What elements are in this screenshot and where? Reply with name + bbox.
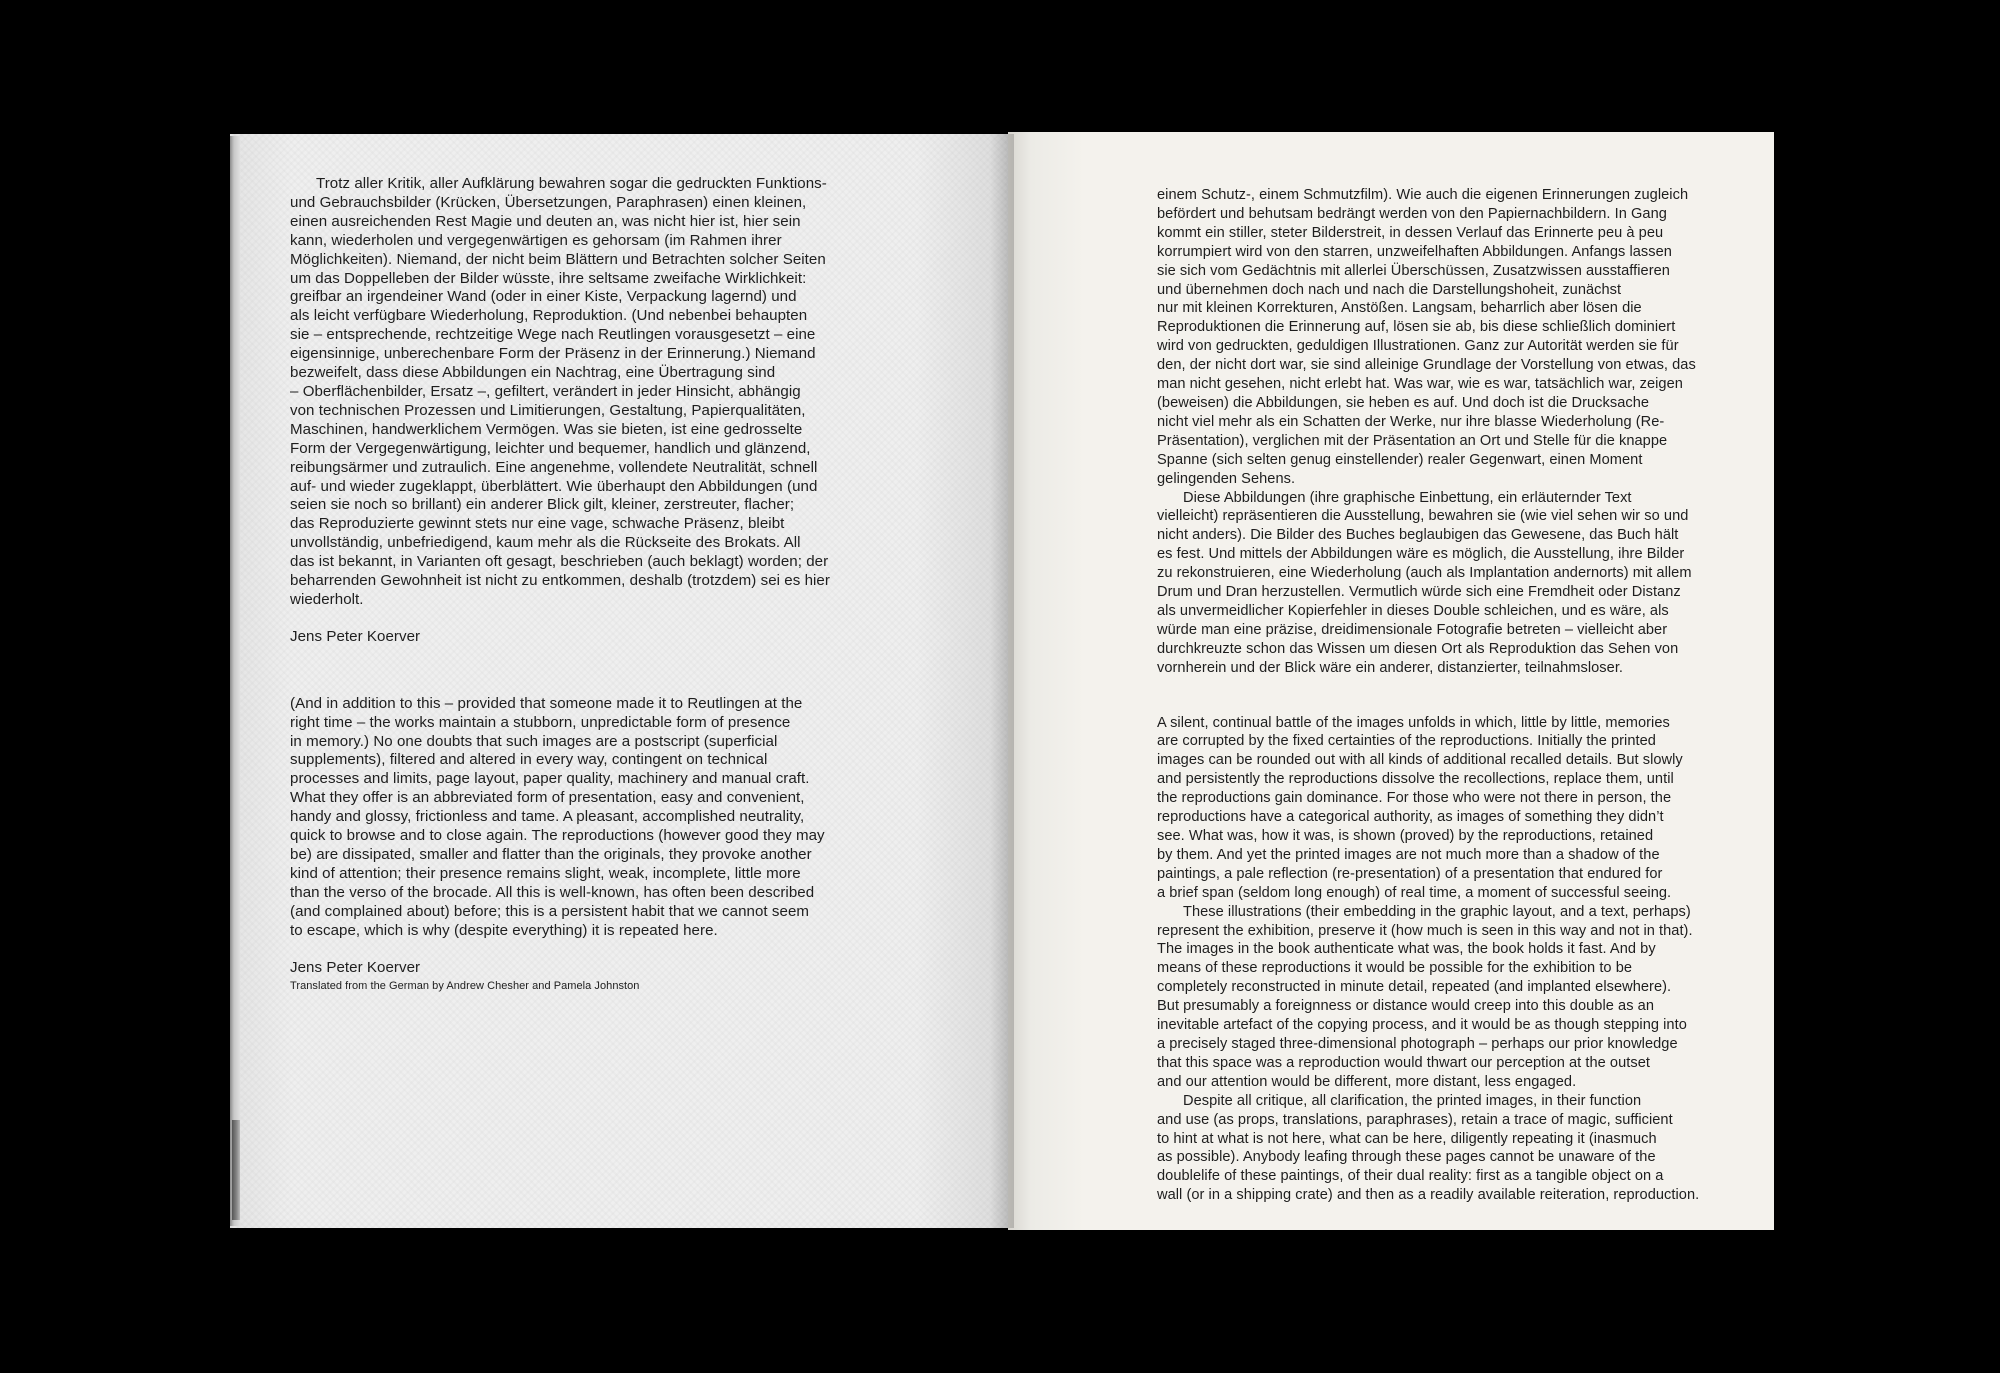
text-line: images can be rounded out with all kinds of additional recalled details. But slowly (1157, 752, 1683, 769)
text-line: and our attention would be different, more distant, less engaged. (1157, 1073, 1577, 1090)
text-line: um das Doppelleben der Bilder wüsste, ihre seltsame zweifache Wirklichkeit: (290, 269, 807, 287)
text-line: kann, wiederholen und vergegenwärtigen es gehorsam (im Rahmen ihrer (290, 231, 782, 249)
text-line: Spanne (sich selten genug einstellender) realer Gegenwart, einen Moment (1157, 451, 1643, 468)
left-page-edge-dark (232, 1120, 240, 1220)
text-line: completely reconstructed in minute detail, repeated (and implanted elsewhere). (1157, 979, 1672, 996)
english-paragraph-3 (1157, 1092, 1727, 1205)
text-line: einem Schutz-, einem Schmutzfilm). Wie auch die eigenen Erinnerungen zugleich (1157, 187, 1689, 203)
german-paragraph-1 (1157, 186, 1727, 489)
text-line: den, der nicht dort war, sie sind alleinige Grundlage der Vorstellung von etwas, das (1157, 357, 1696, 374)
text-line: a brief span (seldom long enough) of real time, a moment of successful seeing. (1157, 884, 1672, 901)
text-line: quick to browse and to close again. The reproductions (however good they may (290, 827, 825, 845)
text-line: das ist bekannt, in Varianten oft gesagt, beschrieben (auch beklagt) worden; der (290, 553, 829, 571)
text-line: seien sie noch so brillant) ein anderer Blick gilt, kleiner, zerstreuter, flacher; (290, 496, 795, 514)
text-line: inevitable artefact of the copying process, and it would be as though stepping into (1157, 1017, 1687, 1034)
english-author: Jens Peter Koerver (290, 958, 421, 976)
translation-credit: Translated from the German by Andrew Chesher and Pamela Johnston (290, 980, 640, 993)
text-line: korrumpiert wird von den starren, unzweifelhaften Abbildungen. Anfangs lassen (1157, 243, 1672, 260)
german-author: Jens Peter Koerver (290, 627, 421, 645)
text-line: doublelife of these paintings, of their dual reality: first as a tangible object on a (1157, 1168, 1664, 1185)
text-line: are corrupted by the fixed certainties of the reproductions. Initially the printed (1157, 733, 1656, 750)
text-line: The images in the book authenticate what was, the book holds it fast. And by (1157, 941, 1656, 958)
text-line: wiederholt. (290, 590, 364, 608)
text-line: Diese Abbildungen (ihre graphische Einbettung, ein erläuternder Text (1183, 489, 1632, 506)
text-line: beharrenden Gewohnheit ist nicht zu entkommen, deshalb (trotzdem) sei es hier (290, 572, 830, 590)
text-line: handy and glossy, frictionless and tame. A pleasant, accomplished neutrality, (290, 808, 805, 826)
text-line: (And in addition to this – provided that someone made it to Reutlingen at the (290, 694, 803, 712)
text-line: bezweifelt, dass diese Abbildungen ein Nachtrag, eine Übertragung sind (290, 364, 776, 382)
text-line: Reproduktionen die Erinnerung auf, lösen sie ab, bis diese schließlich dominiert (1157, 319, 1676, 336)
text-line: in memory.) No one doubts that such images are a postscript (superficial (290, 732, 778, 750)
text-line: wall (or in a shipping crate) and then as a readily available reiteration, reproduction. (1157, 1187, 1700, 1204)
text-line: Maschinen, handwerklichem Vermögen. Was sie bieten, ist eine gedrosselte (290, 420, 803, 438)
text-line: and persistently the reproductions dissolve the recollections, replace them, until (1157, 771, 1674, 788)
text-line: represent the exhibition, preserve it (how much is seen in this way and not in that). (1157, 922, 1693, 939)
text-line: (and complained about) before; this is a persistent habit that we cannot seem (290, 902, 810, 920)
text-line: befördert und behutsam bedrängt werden von den Papiernachbildern. In Gang (1157, 205, 1667, 222)
text-line: Präsentation), verglichen mit der Präsentation an Ort und Stelle für die knappe (1157, 432, 1668, 449)
text-line: processes and limits, page layout, paper quality, machinery and manual craft. (290, 770, 810, 788)
text-line: greifbar an irgendeiner Wand (oder in einer Kiste, Verpackung lagernd) und (290, 288, 797, 306)
text-line: But presumably a foreignness or distance would creep into this double as an (1157, 998, 1654, 1015)
text-line: Möglichkeiten). Niemand, der nicht beim Blättern und Betrachten solcher Seiten (290, 250, 826, 268)
text-line: sie – entsprechende, rechtzeitige Wege nach Reutlingen vorausgesetzt – eine (290, 326, 816, 344)
text-line: see. What was, how it was, is shown (proved) by the reproductions, retained (1157, 828, 1654, 844)
text-line: durchkreuzte schon das Wissen um diesen Ort als Reproduktion das Sehen von (1157, 640, 1679, 657)
text-line: paintings, a pale reflection (re-presentation) of a presentation that endured for (1157, 865, 1663, 882)
text-line: und Gebrauchsbilder (Krücken, Übersetzungen, Paraphrasen) einen kleinen, (290, 193, 807, 211)
text-line: the reproductions gain dominance. For those who were not there in person, the (1157, 790, 1672, 807)
text-line: es fest. Und mittels der Abbildungen wäre es möglich, die Ausstellung, ihre Bilder (1157, 546, 1685, 563)
text-line: be) are dissipated, smaller and flatter than the originals, they provoke another (290, 846, 812, 863)
text-line: von technischen Prozessen und Limitierungen, Gestaltung, Papierqualitäten, (290, 401, 806, 419)
text-line: Form der Vergegenwärtigung, leichter und bequemer, handlich und glänzend, (290, 439, 811, 457)
text-line: by them. And yet the printed images are not much more than a shadow of the (1157, 846, 1660, 863)
german-essay-excerpt (290, 175, 850, 610)
text-line: auf- und wieder zugeklappt, überblättert. Wie überhaupt den Abbildungen (und (290, 477, 818, 495)
text-line: as possible). Anybody leafing through these pages cannot be unaware of the (1157, 1149, 1656, 1166)
text-line: and use (as props, translations, paraphrases), retain a trace of magic, sufficient (1157, 1111, 1673, 1128)
text-line: These illustrations (their embedding in the graphic layout, and a text, perhaps) (1183, 903, 1691, 920)
text-line: sie sich vom Gedächtnis mit allerlei Überschüssen, Zusatzwissen ausstaffieren (1157, 262, 1670, 279)
text-line: Despite all critique, all clarification, the printed images, in their function (1183, 1092, 1642, 1109)
text-line: Drum und Dran herzustellen. Vermutlich würde sich eine Fremdheit oder Distanz (1157, 584, 1681, 601)
text-line: wird von gedruckten, geduldigen Illustrationen. Ganz zur Autorität werden sie für (1157, 338, 1679, 355)
english-paragraph-1 (1157, 714, 1727, 903)
text-line: a precisely staged three-dimensional photograph – perhaps our prior knowledge (1157, 1035, 1678, 1052)
text-line: Trotz aller Kritik, aller Aufklärung bewahren sogar die gedruckten Funktions- (316, 175, 827, 192)
text-line: to escape, which is why (despite everything) it is repeated here. (290, 921, 718, 939)
text-line: (beweisen) die Abbildungen, sie heben es auf. Und doch ist die Drucksache (1157, 394, 1650, 411)
text-line: als unvermeidlicher Kopierfehler in dieses Double schleichen, und es wäre, als (1157, 602, 1669, 619)
text-line: nicht viel mehr als ein Schatten der Werke, nur ihre blasse Wiederholung (Re- (1157, 413, 1665, 430)
text-line: als leicht verfügbare Wiederholung, Reproduktion. (Und nebenbei behaupten (290, 307, 808, 325)
text-line: reproductions have a categorical authority, as images of something they didn’t (1157, 809, 1664, 826)
text-line: A silent, continual battle of the images unfolds in which, little by little, memories (1157, 714, 1670, 731)
german-paragraph-2 (1157, 489, 1727, 678)
text-line: man nicht gesehen, nicht erlebt hat. Was war, wie es war, tatsächlich war, zeigen (1157, 376, 1683, 393)
text-line: würde man eine präzise, dreidimensionale Fotografie betreten – vielleicht aber (1157, 621, 1668, 638)
text-line: vornherein und der Blick wäre ein anderer, distanzierter, teilnahmsloser. (1157, 659, 1624, 676)
text-line: right time – the works maintain a stubborn, unpredictable form of presence (290, 713, 791, 731)
left-text-column (290, 175, 850, 993)
english-paragraph-2 (1157, 903, 1727, 1092)
text-line: than the verso of the brocade. All this is well-known, has often been described (290, 883, 815, 901)
text-line: eigensinnige, unberechenbare Form der Präsenz in der Erinnerung.) Niemand (290, 345, 816, 363)
text-line: reibungsärmer und zutraulich. Eine angenehme, vollendete Neutralität, schnell (290, 458, 818, 476)
text-line: nicht anders). Die Bilder des Buches beglaubigen das Gewesene, das Buch hält (1157, 527, 1679, 544)
text-line: to hint at what is not here, what can be here, diligently repeating it (inasmuch (1157, 1130, 1657, 1147)
text-line: means of these reproductions it would be possible for the exhibition to be (1157, 960, 1633, 977)
gutter-shadow (990, 134, 1014, 1228)
text-line: einen ausreichenden Rest Magie und deuten an, was nicht hier ist, hier sein (290, 212, 801, 230)
text-line: that this space was a reproduction would thwart our perception at the outset (1157, 1054, 1650, 1071)
text-line: gelingenden Sehens. (1157, 470, 1296, 487)
right-text-column (1157, 186, 1727, 1205)
text-line: vielleicht) repräsentieren die Ausstellung, bewahren sie (wie viel sehen wir so und (1157, 508, 1689, 525)
english-essay-excerpt (290, 695, 850, 941)
text-line: supplements), filtered and altered in every way, contingent on technical (290, 751, 768, 769)
text-line: unvollständig, unbefriedigend, kaum mehr als die Rückseite des Brokats. All (290, 534, 801, 552)
text-line: und übernehmen doch nach und nach die Darstellungshoheit, zunächst (1157, 281, 1622, 298)
left-page-edge (230, 136, 240, 1226)
text-line: das Reproduzierte gewinnt stets nur eine vage, schwache Präsenz, bleibt (290, 515, 785, 533)
text-line: kind of attention; their presence remains slight, weak, incomplete, little more (290, 864, 801, 882)
text-line: nur mit kleinen Korrekturen, Anstößen. Langsam, beharrlich aber lösen die (1157, 300, 1642, 317)
text-line: zu rekonstruieren, eine Wiederholung (auch als Implantation andernorts) mit allem (1157, 565, 1692, 582)
text-line: What they offer is an abbreviated form of presentation, easy and convenient, (290, 789, 805, 807)
text-line: kommt ein stiller, steter Bilderstreit, in dessen Verlauf das Erinnerte peu à peu (1157, 224, 1664, 241)
text-line: – Oberflächenbilder, Ersatz –, gefiltert, verändert in jeder Hinsicht, abhängig (290, 382, 801, 400)
